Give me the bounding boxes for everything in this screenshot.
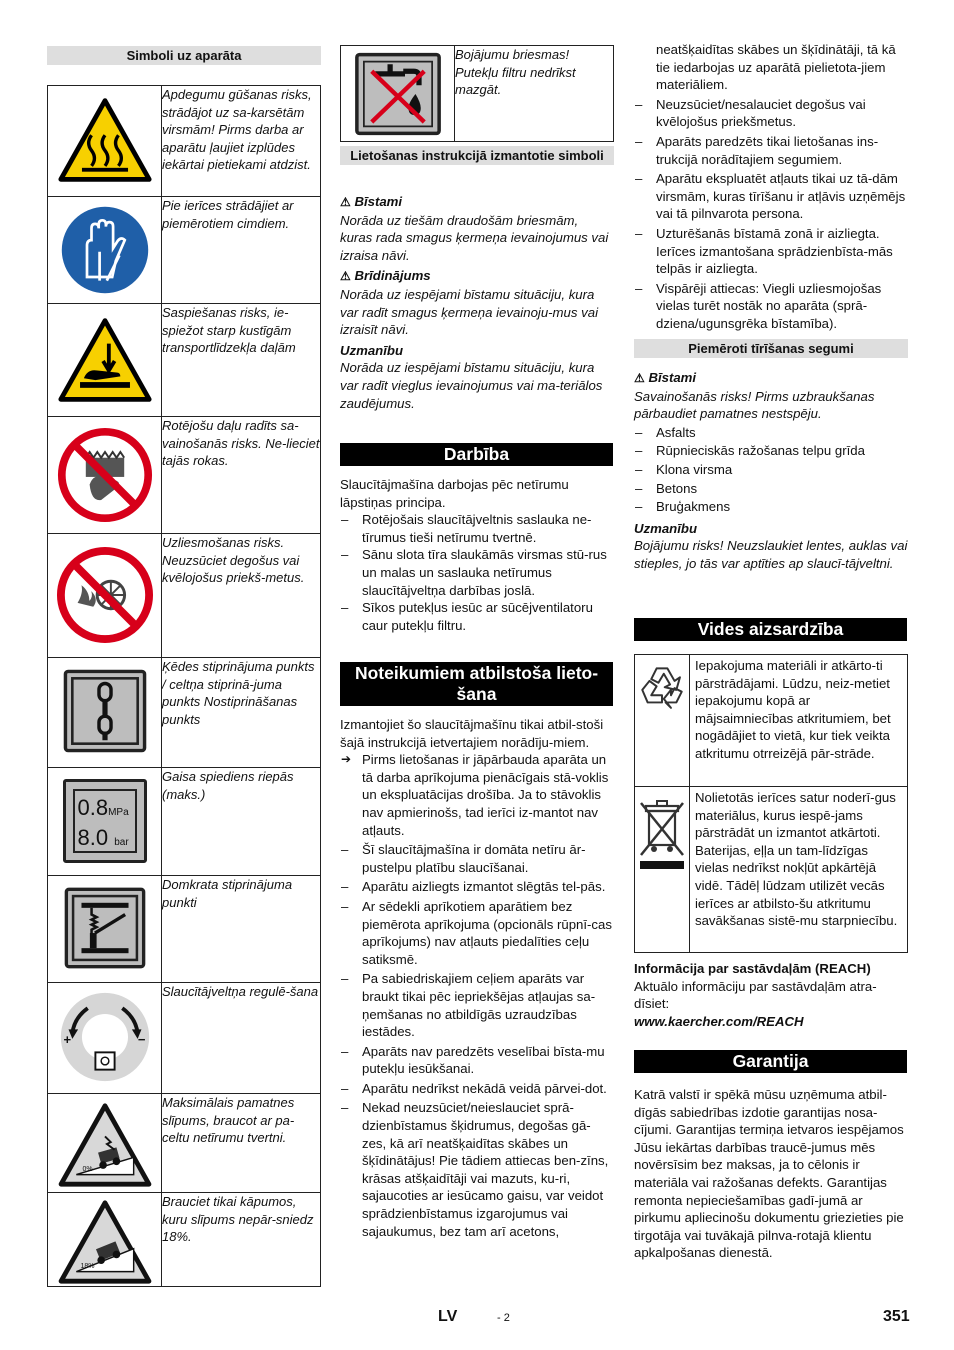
- symbol-row: [48, 983, 321, 1094]
- symbol-text: Rotējošu daļu radīts sa-vainošanās risks. Ne-lieciet tajās rokas.: [162, 417, 321, 534]
- no-hand-rotating-icon: [57, 427, 153, 523]
- list-item: – Bruģakmens: [634, 498, 908, 516]
- jack-point-icon: [63, 886, 147, 970]
- no-fire-fan-icon: [56, 546, 154, 644]
- hazard-levels: [340, 193, 614, 412]
- list-item: – Nekad neuzsūciet/neieslauciet sprā-dzienbīstamus šķidrumus, degošas gā-zes, kā arī neatšķaidītas skābes un šķīdinātājus! Pie tādiem attiecas ben-zīns, krāsas atšķaidītāji vai mazuts, ku-ri, sajaucoties ar iesūcamo gaisu, var veidot sprādzienbīstamus izgarojumus vai sajaukumus, bez tam arī acetons,: [340, 1099, 614, 1240]
- symbol-text: Slaucītājveltņa regulē-šana: [162, 983, 321, 1094]
- chain-anchor-icon: [62, 668, 148, 754]
- env-row: [635, 787, 908, 953]
- warning-text: Norāda uz iespējami bīstamu situāciju, kura var radīt smagus ķermeņa ievainoju-mus vai izraisīt nāvi.: [340, 286, 598, 338]
- symbol-row: [48, 768, 321, 876]
- crush-hand-warning-icon: [57, 316, 153, 404]
- recycle-icon: [635, 663, 689, 715]
- intended-list-continued: [634, 96, 908, 333]
- danger-label: Bīstami: [648, 370, 697, 385]
- environment-heading: Vides aizsardzība: [634, 618, 907, 641]
- symbol-text: Pie ierīces strādājiet ar piemērotiem cimdiem.: [162, 197, 321, 304]
- intended-list: [340, 751, 614, 1240]
- env-row: [635, 655, 908, 787]
- footer-section-number: - 2: [497, 1312, 510, 1324]
- gloves-icon: [60, 205, 150, 295]
- list-item: – Klona virsma: [634, 461, 908, 479]
- symbol-text: Gaisa spiediens riepās (maks.): [162, 768, 321, 876]
- symbol-row: [48, 86, 321, 197]
- warranty-section: [634, 1086, 908, 1262]
- symbols-heading: Simboli uz aparāta: [47, 46, 321, 65]
- list-item: – Aparāts nav paredzēts veselībai bīsta-mu putekļu iesūkšanai.: [340, 1043, 614, 1078]
- list-item: – Aparātu aizliegts izmantot slēgtās tel-pās.: [340, 878, 614, 896]
- list-item: – Uzturēšanās bīstamā zonā ir aizliegta. Ierīces izmantošana sprādzienbīsta-mās telpās ir aizliegta.: [634, 225, 908, 278]
- symbol-row: [48, 304, 321, 417]
- list-item: – Betons: [634, 480, 908, 498]
- intended-use-heading: Noteikumiem atbilstoša lieto-šana: [340, 662, 613, 706]
- environment-table: [634, 654, 908, 953]
- symbol-row: [48, 197, 321, 304]
- symbol-text: Brauciet tikai kāpumos, kuru slīpums nepār-sniedz 18%.: [162, 1193, 321, 1287]
- list-item: – Neuzsūciet/nesalauciet degošus vai kvēlojošus priekšmetus.: [634, 96, 908, 131]
- symbol-text: Domkrata stiprinājuma punkti: [162, 876, 321, 983]
- slope-18-triangle-icon: [57, 1199, 153, 1285]
- list-item: – Asfalts: [634, 424, 908, 442]
- symbol-text: Apdegumu gūšanas risks, strādājot uz sa-karsētām virsmām! Pirms darba ar aparātu ļaujiet izplūdes iekārtai pietiekami atdzist.: [162, 86, 321, 197]
- operation-intro: Slaucītājmašīna darbojas pēc netīrumu lāpstiņas principa.: [340, 477, 569, 510]
- crossed-bin-icon: [637, 797, 687, 877]
- surfaces-section: [634, 369, 908, 573]
- device-symbols-table: [47, 85, 321, 1287]
- warning-triangle-icon: ⚠: [340, 269, 351, 284]
- danger-text: Norāda uz tiešām draudošām briesmām, kuras rada smagus ķermeņa ievainojumus vai izraisa nāvi.: [340, 212, 609, 263]
- caution-label: Uzmanību: [634, 520, 698, 536]
- pressure-bar-unit: bar: [114, 837, 129, 848]
- continued-text: neatšķaidītas skābes un šķīdinātāji, tā kā tie iedarbojas uz aparātā pielietota-jiem materiāliem.: [656, 42, 896, 93]
- symbol-text: Saspiešanas risks, ie-spiežot starp kustīgām transportlīdzekļa daļām: [162, 304, 321, 417]
- warning-label-line: [340, 267, 614, 286]
- list-item: – Rūpnieciskās ražošanas telpu grīda: [634, 442, 908, 460]
- symbol-row: [48, 534, 321, 658]
- instruction-symbols-heading: Lietošanas instrukcijā izmantotie simboli: [340, 146, 614, 165]
- symbol-row: [48, 1094, 321, 1193]
- danger-label-line: [340, 193, 614, 212]
- list-item: – Sīkos putekļus iesūc ar sūcējventilatoru caur putekļu filtru.: [340, 599, 614, 634]
- intended-intro: Izmantojiet šo slaucītājmašīnu tikai atbil-stoši šajā instrukcijā ietvertajiem norādīju-miem.: [340, 717, 604, 750]
- max-slope-warning-icon: [57, 1102, 153, 1188]
- plus-label: +: [63, 1032, 72, 1047]
- pressure-mpa-value: 0.8: [77, 795, 109, 820]
- symbol-row: [48, 658, 321, 768]
- list-item-arrow: ➔ Pirms lietošanas ir jāpārbauda aparāta un tā darba aprīkojuma pienācīgais stā-voklis un ekspluatācijas drošība. Ja to stāvoklis nav apmierinošs, tad ierīci iz-mantot nav atļauts.: [340, 751, 614, 839]
- reach-section: [634, 960, 908, 1030]
- list-item: – Aparātu ekspluatēt atļauts tikai uz tā-dām virsmām, kuras tīrīšanu ir atļāvis uzņēmējs vai tā pilnvarota persona.: [634, 170, 908, 223]
- warranty-heading: Garantija: [634, 1050, 907, 1073]
- minus-label: −: [137, 1032, 146, 1047]
- list-item: – Ar sēdekli aprīkotiem aparātiem bez piemērota aprīkojuma (opcionāls rūpnī-cas aprīkojums) nav atļauts piedalīties ceļu satiksmē.: [340, 898, 614, 968]
- warning-triangle-icon: ⚠: [634, 371, 645, 385]
- surfaces-heading: Piemēroti tīrīšanas segumi: [634, 339, 908, 358]
- intended-use-section: [340, 716, 614, 1240]
- surfaces-danger-text: Savainošanās risks! Pirms uzbraukšanas pārbaudiet pamatnes nestspēju.: [634, 388, 875, 422]
- list-item: – Vispārēji attiecas: Viegli uzliesmojošas vielas turēt nostāk no aparāta (sprā-dziena/ugunsgrēka bīstamība).: [634, 280, 908, 333]
- symbol-row: [48, 1193, 321, 1287]
- filter-symbol-table: [340, 45, 614, 142]
- reach-link[interactable]: www.kaercher.com/REACH: [634, 1013, 804, 1029]
- warranty-text: Katrā valstī ir spēkā mūsu uzņēmuma atbil-dīgās sabiedrības izdotie garantijas nosa-cījumi. Garantijas termiņa ietvaros iespējamos Jūsu iekārtas darbības traucē-jumus mēs novērsīsim bez maksas, ja to cēlonis ir materiāla vai ražošanas defekts. Garantijas remonta nepieciešamības gadī-jumā ar pirkumu apliecinošu dokumentu griezieties pie tirgotāja vai tuvākajā pilnva-rotajā klientu apkalpošanas dienestā.: [634, 1087, 904, 1261]
- reach-text: Aktuālo informāciju par sastāvdaļām atra-dīsiet:: [634, 978, 877, 1012]
- symbol-row: [48, 417, 321, 534]
- pressure-bar-value: 8.0: [77, 825, 109, 850]
- reach-heading: Informācija par sastāvdaļām (REACH): [634, 961, 871, 976]
- roller-adjust-icon: [57, 989, 153, 1085]
- symbol-row: [48, 876, 321, 983]
- hot-surface-warning-icon: [57, 96, 153, 184]
- danger-label-line: [634, 369, 908, 388]
- no-wash-filter-icon: [354, 52, 442, 136]
- slope-18-warning-icon: [57, 1199, 153, 1285]
- max-slope-triangle-icon: [57, 1102, 153, 1188]
- operation-heading: Darbība: [340, 443, 613, 466]
- caution-text: Norāda uz iespējami bīstamu situāciju, kura var radīt vieglus ievainojumus vai ma-teriālos zaudējumus.: [340, 360, 603, 411]
- symbol-text: Maksimālais pamatnes slīpums, braucot ar pa-celtu netīrumu tvertni.: [162, 1094, 321, 1193]
- danger-label: Bīstami: [354, 194, 403, 209]
- footer-section: [497, 1308, 510, 1328]
- symbol-row: [341, 46, 614, 142]
- warning-triangle-icon: ⚠: [340, 195, 351, 209]
- list-item: – Sānu slota tīra slaukāmās virsmas stū-rus un malas un saslauka netīrumus slaucītājveltņa darbības joslā.: [340, 546, 614, 599]
- surfaces-list: [634, 424, 908, 516]
- env-text: Iepakojuma materiāli ir atkārto-ti pārstrādājami. Lūdzu, neiz-metiet iepakojumu kopā ar mājsaimniecības atkritumiem, bet nogādājiet to vietā, kur tiek veikta atkritumu otrreizējā pār-strāde.: [690, 655, 908, 787]
- list-item: – Aparātu nedrīkst nekādā veidā pārvei-dot.: [340, 1080, 614, 1098]
- surfaces-caution-text: Bojājumu risks! Neuzslaukiet lentes, auklas vai stieples, jo tās var aptīties ap slaucī-tājveltni.: [634, 538, 908, 571]
- warning-label: Brīdinājums: [354, 268, 431, 284]
- slope-label: 18%: [80, 1263, 95, 1270]
- list-item: – Aparāts paredzēts tikai lietošanas ins-trukcijā norādītajiem segumiem.: [634, 133, 908, 168]
- symbol-text: Ķēdes stiprinājuma punkts / celtņa stiprinā-juma punkts Nostiprināšanas punkts: [162, 658, 321, 768]
- symbol-text: Uzliesmošanas risks. Neuzsūciet degošus vai kvēlojošus priekš-metus.: [162, 534, 321, 658]
- list-item: – Šī slaucītājmašīna ir domāta netīru ār-pustelpu platību slaucīšanai.: [340, 841, 614, 876]
- list-item: – Rotējošais slaucītājveltnis saslauka ne-tīrumus tieši netīrumu tvertnē.: [340, 511, 614, 546]
- operation-section: [340, 476, 614, 634]
- slope-label: 0%: [82, 1166, 93, 1173]
- page-number: 351: [883, 1308, 910, 1325]
- pressure-mpa-unit: MPa: [108, 807, 129, 818]
- operation-list: [340, 511, 614, 634]
- list-item: – Pa sabiedriskajiem ceļiem aparāts var braukt tikai pēc iepriekšējas atļaujas sa-ņemšanas no atbildīgās uzraudzības iestādes.: [340, 970, 614, 1040]
- caution-label: Uzmanību: [340, 342, 404, 358]
- footer-language: LV: [438, 1308, 458, 1325]
- intended-use-continued: [634, 41, 908, 333]
- tire-pressure-icon: [63, 779, 147, 863]
- symbol-text: Bojājumu briesmas! Putekļu filtru nedrīkst mazgāt.: [455, 46, 614, 142]
- env-text: Nolietotās ierīces satur noderī-gus materiālus, kurus iespē-jams pārstrādāt un izmantot atkārtoti. Baterijas, eļļa un tam-līdzīgas vielas nedrīkst nokļūt apkārtējā vidē. Tādēļ lūdzam utilizēt vecās ierīces ar atbilsto-šu atkritumu savākšanas sistē-mu starpniecību.: [690, 787, 908, 953]
